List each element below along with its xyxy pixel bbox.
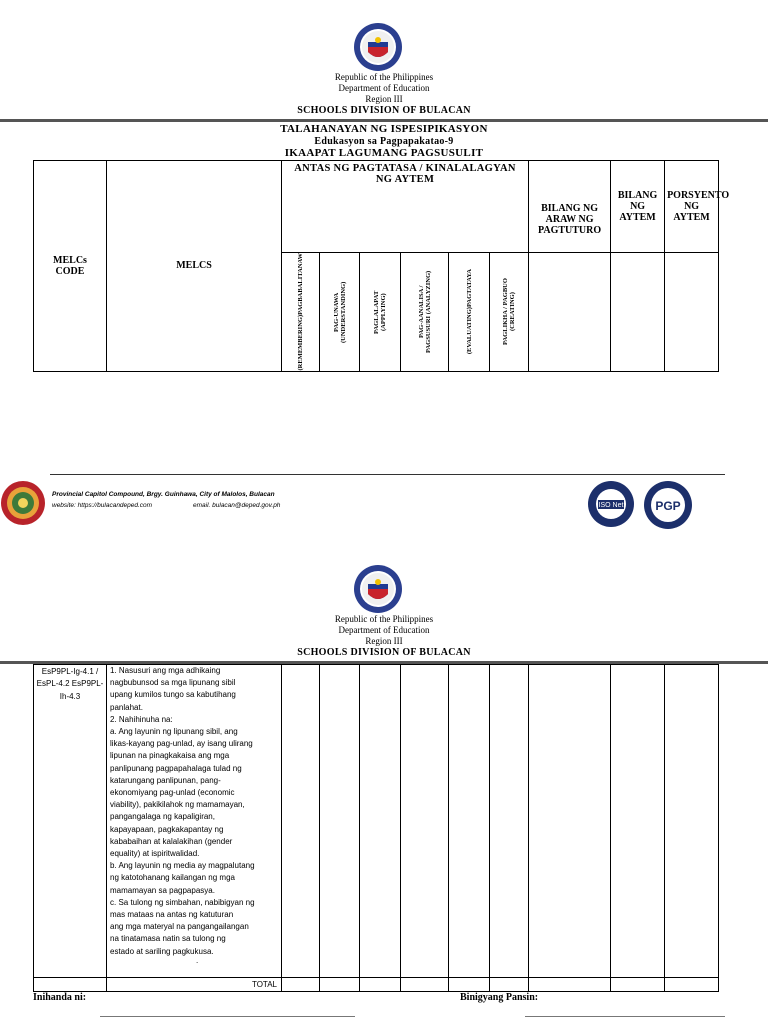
spec-table-body [33,664,719,992]
pgp-certification-icon [642,480,694,530]
cell-empty [360,978,401,992]
cell-empty [665,253,719,372]
melc-line: a. Ang layunin ng lipunang sibil, ang [110,727,238,737]
melc-line: upang kumilos tungo sa kabutihang [110,690,236,700]
title-line1: TALAHANAYAN NG ISPESIPIKASYON [280,123,488,135]
cell-empty [282,978,320,992]
table-row [34,665,719,978]
level-evaluating: (EVALUATING)PAGTATAYA [449,253,490,372]
deped-seal-icon [353,564,403,614]
footer-email: email. bulacan@deped.gov.ph [193,502,281,509]
melc-line: kababaihan at kalalakihan (gender [110,836,233,846]
melc-line: viability), pakikilahok ng mamamayan, [110,800,245,810]
melc-code-cell: EsP9PL-Ig-4.1 / EsPL-4.2 EsP9PL-Ih-4.3 [34,665,107,978]
melc-dot: . [196,955,199,965]
level-remembering: (REMEMBERING)PAGBABALITANAW [282,253,320,372]
melc-line: estado at sariling pagkukusa. [110,946,214,956]
melc-line: panlipunang pagpapahalaga tulad ng [110,763,242,773]
prepared-by-label: Inihanda ni: [33,992,87,1003]
melc-line: pangangalaga ng kapaligiran, [110,812,215,822]
cell-empty [320,978,360,992]
melc-line: katarungang panlipunan, pang- [110,775,221,785]
melc-line: mamamayan sa pagpapasya. [110,885,215,895]
cell-empty [611,665,665,978]
cell-empty [449,978,490,992]
melc-line: ng katotohanang kailangan ng mga [110,873,235,883]
header-department: Department of Education [338,83,430,93]
header-country: Republic of the Philippines [334,72,434,82]
header-country: Republic of the Philippines [334,614,434,624]
footer-address: Provincial Capitol Compound, Brgy. Guinhawa, City of Malolos, Bulacan [52,491,275,498]
total-label: TOTAL [107,978,282,992]
melc-lines [110,665,278,958]
cell-empty [529,253,611,372]
melc-line: nagbubunsod sa mga lipunang sibil [110,678,236,688]
col-header-aytem: BILANG NG AYTEM [611,161,665,253]
cell-empty [529,978,611,992]
col-header-antas: ANTAS NG PAGTATASA / KINALALAGYAN NG AYTEM [282,161,529,253]
cell-empty [449,665,490,978]
svg-text:ISO Net: ISO Net [598,502,624,509]
cell-empty [611,253,665,372]
level-creating: PAGLIKHA / PAGBUO (CREATING) [490,253,529,372]
cell-empty [490,665,529,978]
title-line3: IKAAPAT LAGUMANG PAGSUSULIT [284,147,484,159]
level-applying: PAGLALAPAT (APPLYING) [360,253,401,372]
iso-certification-icon [587,480,635,528]
bulacan-seal-icon [0,480,46,526]
cell-empty [282,665,320,978]
header-department: Department of Education [338,625,430,635]
signature-rule [525,1016,725,1017]
col-header-araw: BILANG NG ARAW NG PAGTUTURO [529,161,611,253]
cell-empty [360,665,401,978]
footer-rule [50,474,725,475]
melc-line: ang mga materyal na pangangailangan [110,922,249,932]
melc-line: na tinatamasa natin sa tulong ng [110,934,226,944]
spec-table-header [33,160,730,372]
header-region: Region III [365,94,403,104]
header-division: SCHOOLS DIVISION OF BULACAN [297,105,471,116]
col-header-melcs: MELCS [107,161,282,372]
melc-line: 1. Nasusuri ang mga adhikaing [110,666,221,675]
melc-line: ekonomiyang pag-unlad (economic [110,788,235,798]
header-rule [0,119,768,122]
cell-empty [401,665,449,978]
title-line2: Edukasyon sa Pagpapakatao-9 [314,136,454,147]
header-region: Region III [365,636,403,646]
signature-rule [100,1016,355,1017]
cell-empty [529,665,611,978]
level-understanding: PAG-UNAWA (UNDERSTANDING) [320,253,360,372]
melc-line: lipunan na pinagkakaisa ang mga [110,751,230,761]
melc-line: mas mataas na antas ng katuturan [110,910,234,920]
melc-line: c. Sa tulong ng simbahan, nabibigyan ng [110,897,255,907]
col-header-code: MELCs CODE [34,161,107,372]
col-header-porsyento: PORSYENTO NG AYTEM [665,161,719,253]
cell-empty [320,665,360,978]
footer-website: website: https://bulacandeped.com [52,502,153,509]
melc-line: 2. Nahihinuha na: [110,714,173,724]
cell-empty [401,978,449,992]
melc-text-cell [107,665,282,978]
melc-line: likas-kayang pag-unlad, ay isang ulirang [110,739,253,749]
svg-text:PGP: PGP [655,499,681,513]
melc-line: panlahat. [110,702,143,712]
cell-empty [34,978,107,992]
total-row [34,978,719,992]
cell-empty [665,978,719,992]
cell-empty [490,978,529,992]
level-analyzing: PAG-AANALISA / PAGSUSURI (ANALYZING) [401,253,449,372]
header-division: SCHOOLS DIVISION OF BULACAN [297,647,471,658]
cell-empty [611,978,665,992]
deped-seal-icon [353,22,403,72]
melc-line: equality) at ispiritwalidad. [110,849,200,859]
melc-line: b. Ang layunin ng media ay magpalutang [110,861,255,871]
noted-by-label: Binigyang Pansin: [460,992,539,1003]
cell-empty [665,665,719,978]
melc-line: kapayapaan, pagkakapantay ng [110,824,224,834]
